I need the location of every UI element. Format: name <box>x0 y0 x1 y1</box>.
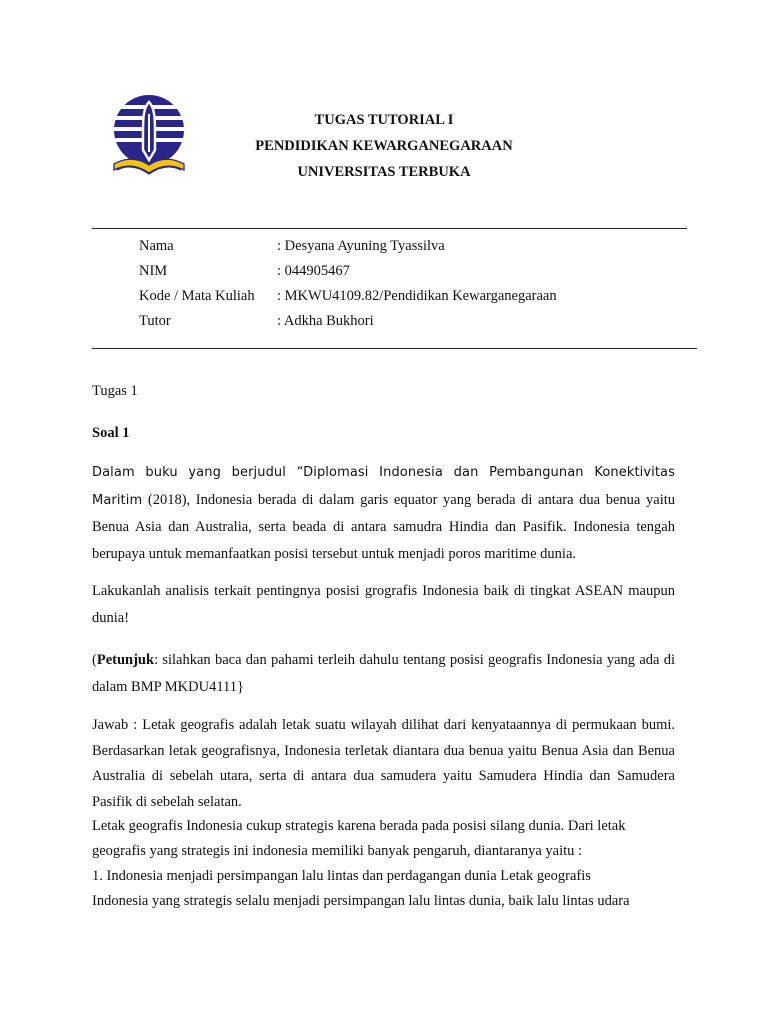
info-label: Kode / Mata Kuliah <box>139 288 255 304</box>
answer-line-2: geografis yang strategis ini indonesia memiliki banyak pengaruh, diantaranya yaitu : <box>92 843 583 859</box>
title-line-1: TUGAS TUTORIAL I <box>314 112 454 128</box>
info-value: : 044905467 <box>277 263 350 279</box>
question-paragraph-2: Lakukanlah analisis terkait pentingnya posisi grografis Indonesia baik di tingkat ASEAN maupun dunia! <box>92 583 675 626</box>
top-divider <box>92 228 687 229</box>
bottom-divider <box>92 348 697 349</box>
info-value: : Adkha Bukhori <box>277 313 374 329</box>
title-line-2: PENDIDIKAN KEWARGANEGARAAN <box>255 138 513 154</box>
hint-paragraph <box>92 647 675 700</box>
task-label: Tugas 1 <box>92 383 138 399</box>
hint-label: Petunjuk <box>96 652 155 668</box>
info-label: Tutor <box>139 313 171 329</box>
info-value: : Desyana Ayuning Tyassilva <box>277 238 445 254</box>
answer-paragraph-1: Jawab : Letak geografis adalah letak suatu wilayah dilihat dari kenyataannya di permukaan bumi. Berdasarkan letak geografisnya, Indonesia terletak diantara dua benua yaitu Benua Asia dan Benua Australia di sebelah utara, serta di antara dua samudera yaitu Samudera Hindia dan Samudera Pasifik di sebelah selatan. <box>92 717 675 810</box>
hint-open: ( <box>92 652 97 668</box>
question-paragraph-1 <box>92 459 675 567</box>
info-label: Nama <box>139 238 174 254</box>
hint-text: : silahkan baca dan pahami terleih dahulu tentang posisi geografis Indonesia yang ada di dalam BMP MKDU4111} <box>92 652 675 695</box>
question-paragraph-1-rest: (2018), Indonesia berada di dalam garis equator yang berada di antara dua benua yaitu Benua Asia dan Australia, serta beada di antara samudra Hindia dan Pasifik. Indonesia tengah berupaya untuk memanfaatkan posisi tersebut untuk menjadi poros maritime dunia. <box>92 491 676 562</box>
question-paragraph-1-lead: Dalam buku yang berjudul “Diplomasi Indonesia dan Pembangunan Konektivitas Maritim <box>92 465 675 508</box>
question-label: Soal 1 <box>92 425 130 441</box>
info-value: : MKWU4109.82/Pendidikan Kewarganegaraan <box>277 288 557 304</box>
answer-line-3: 1. Indonesia menjadi persimpangan lalu lintas dan perdagangan dunia Letak geografis <box>92 868 591 884</box>
title-line-3: UNIVERSITAS TERBUKA <box>297 164 471 180</box>
answer-line-4: Indonesia yang strategis selalu menjadi persimpangan lalu lintas dunia, baik lalu lintas udara <box>92 893 630 909</box>
answer-line-1: Letak geografis Indonesia cukup strategis karena berada pada posisi silang dunia. Dari letak <box>92 818 626 834</box>
info-label: NIM <box>139 263 168 279</box>
